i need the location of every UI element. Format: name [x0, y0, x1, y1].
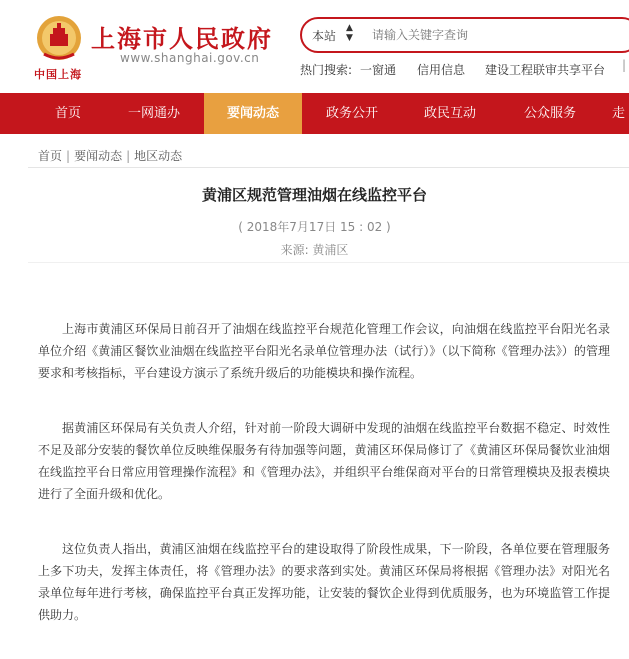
nav-item-one-network[interactable]: 一网通办	[127, 106, 180, 121]
nav-item-news[interactable]: 要闻动态	[204, 93, 302, 134]
article-date: ( 2018年7月17日 15 : 02 )	[238, 220, 391, 234]
hot-link-credit-info[interactable]: 信用信息	[417, 63, 466, 77]
main-nav	[0, 93, 629, 134]
nav-item-gov-affairs[interactable]: 政务公开	[325, 106, 378, 121]
breadcrumb	[38, 147, 182, 164]
breadcrumb-news[interactable]: 要闻动态	[74, 149, 123, 163]
nav-item-home[interactable]: 首页	[54, 106, 81, 121]
search-input[interactable]	[372, 25, 612, 45]
nav-item-public-service[interactable]: 公众服务	[523, 106, 576, 121]
site-header	[0, 0, 629, 93]
up-down-arrow-icon[interactable]: ▲ ▼	[346, 23, 353, 43]
article-title: 黄浦区规范管理油烟在线监控平台	[201, 186, 427, 204]
site-title[interactable]: 上海市人民政府	[91, 25, 273, 53]
hot-link-construction-platform[interactable]: 建设工程联审共享平台	[485, 63, 606, 77]
breadcrumb-separator: |	[66, 149, 71, 163]
hot-link-divider: |	[622, 58, 627, 72]
search-box	[300, 17, 629, 53]
article-paragraph: 这位负责人指出，黄浦区油烟在线监控平台的建设取得了阶段性成果，下一阶段，各单位要在管理服务上多下功夫，发挥主体责任，将《管理办法》的要求落到实处。黄浦区环保局将根据《管理办法》对阳光名录单位每年进行考核，确保监控平台真正发挥功能，让安装的餐饮企业得到优质服务，也为环境监管工作提供助力。	[38, 542, 610, 622]
article-paragraph: 上海市黄浦区环保局日前召开了油烟在线监控平台规范化管理工作会议，向油烟在线监控平台阳光名录单位介绍《黄浦区餐饮业油烟在线监控平台阳光名录单位管理办法（试行）》（以下简称《管理办法》）的管理要求和考核指标，平台建设方演示了系统升级后的功能模块和操作流程。	[38, 322, 610, 380]
nav-item-more[interactable]: 走	[612, 106, 626, 121]
divider	[28, 167, 629, 168]
divider	[28, 262, 629, 263]
breadcrumb-local-news[interactable]: 地区动态	[134, 149, 183, 163]
site-url: www.shanghai.gov.cn	[120, 51, 260, 65]
shanghai-emblem-icon[interactable]	[36, 14, 82, 64]
hot-link-yichuangtong[interactable]: 一窗通	[360, 63, 397, 77]
search-scope-select[interactable]: 本站	[312, 29, 337, 43]
article-paragraph: 据黄浦区环保局有关负责人介绍，针对前一阶段大调研中发现的油烟在线监控平台数据不稳定、时效性不足及部分安装的餐饮单位反映维保服务有待加强等问题，黄浦区环保局修订了《黄浦区环保局餐饮业油烟在线监控平台日常应用管理操作流程》和《管理办法》，并组织平台维保商对平台的日常管理模块及报表模块进行了全面升级和优化。	[38, 421, 610, 501]
hot-search-label: 热门搜索:	[300, 63, 353, 77]
nav-item-interaction[interactable]: 政民互动	[423, 106, 476, 121]
breadcrumb-home[interactable]: 首页	[38, 149, 63, 163]
emblem-caption: 中国上海	[34, 68, 82, 81]
article-source: 来源: 黄浦区	[280, 243, 349, 257]
breadcrumb-separator: |	[126, 149, 131, 163]
